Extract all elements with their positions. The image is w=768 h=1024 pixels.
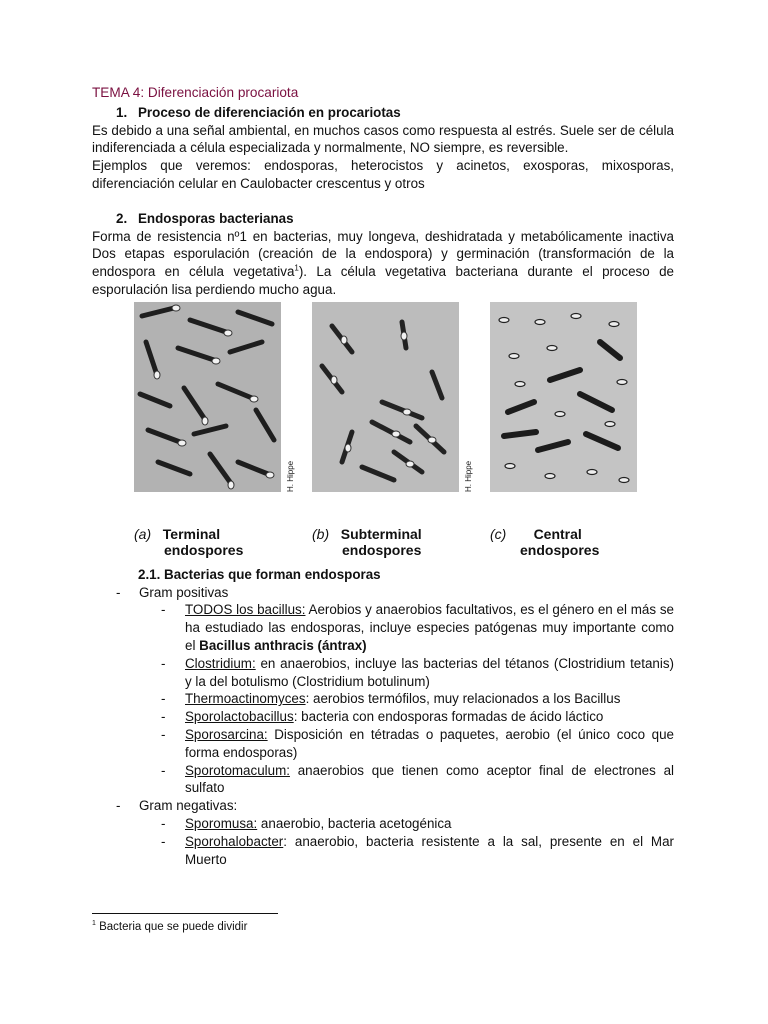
section-1-number: 1.	[116, 104, 128, 120]
genus-description: anaerobios que tienen como aceptor final de electrones al sulfato	[185, 762, 674, 796]
caption-letter-a: (a)	[134, 525, 152, 542]
section-1-paragraph-2: Ejemplos que veremos: endosporas, heterocistos y acinetos, exosporas, mixosporas, diferenciación celular en Caulobacter crescentus y otros	[92, 158, 674, 191]
caption-subterminal	[312, 526, 422, 558]
genus-name: Sporotomaculum:	[185, 762, 290, 778]
caption-sub-a: endospores	[164, 541, 244, 558]
caption-terminal	[134, 526, 243, 558]
section-2-paragraph	[92, 228, 674, 299]
caption-letter-b: (b)	[312, 525, 330, 542]
list-item	[139, 690, 674, 708]
section-2-paragraph-part-b: ). La célula vegetativa bacteriana durante el proceso de esporulación lisa perdiendo mucho agua.	[92, 264, 674, 297]
list-item-gram-negative	[92, 797, 674, 868]
photo-credit-b: H. Hippe	[464, 460, 473, 492]
genus-name: Sporohalobacter	[185, 833, 284, 849]
list-dash: -	[161, 815, 166, 831]
genus-description: anaerobio, bacteria acetogénica	[257, 815, 452, 831]
footnote-divider	[92, 913, 278, 914]
genus-description: Disposición en tétradas o paquetes, aerobio (el único coco que forma endosporas)	[185, 726, 674, 760]
caption-letter-c: (c)	[490, 525, 507, 542]
subsection-2-1-heading: 2.1. Bacterias que forman endosporas	[138, 566, 381, 582]
micrograph-central-image	[490, 302, 637, 492]
list-dash: -	[116, 584, 121, 600]
list-item	[139, 815, 674, 833]
list-dash: -	[161, 709, 166, 725]
micrograph-terminal	[134, 302, 281, 492]
genus-description: en anaerobios, incluye las bacterias del tétanos (Clostridium tetanis) y la del botulismo (Clostridium botulinum)	[185, 655, 674, 689]
list-dash: -	[161, 762, 166, 778]
gram-positive-label: Gram positivas	[139, 584, 229, 600]
section-2-paragraph-part-a: Forma de resistencia nº1 en bacterias, muy longeva, deshidratada y metabólicamente inactiva Dos etapas esporulación (creación de la endospora) y germinación (transformación de la endospora en célula vegetativa	[92, 228, 674, 280]
section-2-heading-text: Endosporas bacterianas	[138, 210, 294, 226]
footnote-text: Bacteria que se puede dividir	[95, 920, 248, 933]
list-item	[139, 726, 674, 762]
list-dash: -	[161, 726, 166, 742]
list-item	[139, 708, 674, 726]
genus-name: Sporosarcina:	[185, 726, 268, 742]
list-item	[139, 762, 674, 798]
genus-name: Sporolactobacillus	[185, 709, 294, 725]
micrograph-subterminal-image	[312, 302, 459, 492]
list-item	[139, 601, 674, 654]
genus-name: Thermoactinomyces	[185, 691, 306, 707]
footnote-number: 1	[92, 920, 96, 927]
caption-central	[490, 526, 599, 558]
caption-label-c: Central	[533, 525, 582, 542]
genus-highlight: Bacillus anthracis (ántrax)	[199, 637, 367, 653]
photo-credit-a: H. Hippe	[286, 460, 295, 492]
genus-description: : anaerobio, bacteria resistente a la sal, presente en el Mar Muerto	[185, 833, 674, 867]
list-dash: -	[161, 655, 166, 671]
micrograph-central	[490, 302, 637, 492]
list-item	[139, 655, 674, 691]
section-1-heading-text: Proceso de diferenciación en procariotas	[138, 104, 401, 120]
endospore-figure	[92, 302, 674, 564]
list-dash: -	[161, 833, 166, 849]
page-title: TEMA 4: Diferenciación procariota	[92, 85, 299, 100]
list-item-gram-positive	[92, 584, 674, 798]
gram-negative-label: Gram negativas:	[139, 798, 238, 814]
caption-label-b: Subterminal	[340, 525, 422, 542]
list-item	[139, 833, 674, 869]
footnote-ref[interactable]: 1	[294, 263, 299, 273]
caption-sub-c: endospores	[520, 541, 600, 558]
section-1-heading	[92, 104, 674, 122]
genus-description: : bacteria con endosporas formadas de ácido láctico	[293, 709, 604, 725]
micrograph-terminal-image	[134, 302, 281, 492]
micrograph-subterminal	[312, 302, 459, 492]
section-1-paragraph-1: Es debido a una señal ambiental, en muchos casos como respuesta al estrés. Suele ser de célula indiferenciada a célula especializada y normalmente, NO siempre, es reversible.	[92, 122, 674, 156]
genus-description: : aerobios termófilos, muy relacionados a los Bacillus	[305, 691, 621, 707]
gram-negative-list	[139, 815, 674, 868]
genus-name: Clostridium:	[185, 655, 256, 671]
document-page	[92, 84, 674, 868]
footnote	[92, 920, 247, 933]
genus-name: Sporomusa:	[185, 815, 258, 831]
section-2-heading	[92, 210, 674, 228]
caption-sub-b: endospores	[342, 541, 422, 558]
section-2-number: 2.	[116, 210, 128, 226]
list-dash: -	[116, 798, 121, 814]
list-dash: -	[161, 691, 166, 707]
genus-name: TODOS los bacillus:	[185, 602, 306, 618]
genus-description: Aerobios y anaerobios facultativos, es el género en el más se ha estudiado las endosporas, incluye especies patógenas muy importante como el	[185, 602, 675, 653]
caption-label-a: Terminal	[162, 525, 221, 542]
gram-positive-list	[139, 601, 674, 797]
gram-list	[92, 584, 674, 869]
list-dash: -	[161, 602, 166, 618]
